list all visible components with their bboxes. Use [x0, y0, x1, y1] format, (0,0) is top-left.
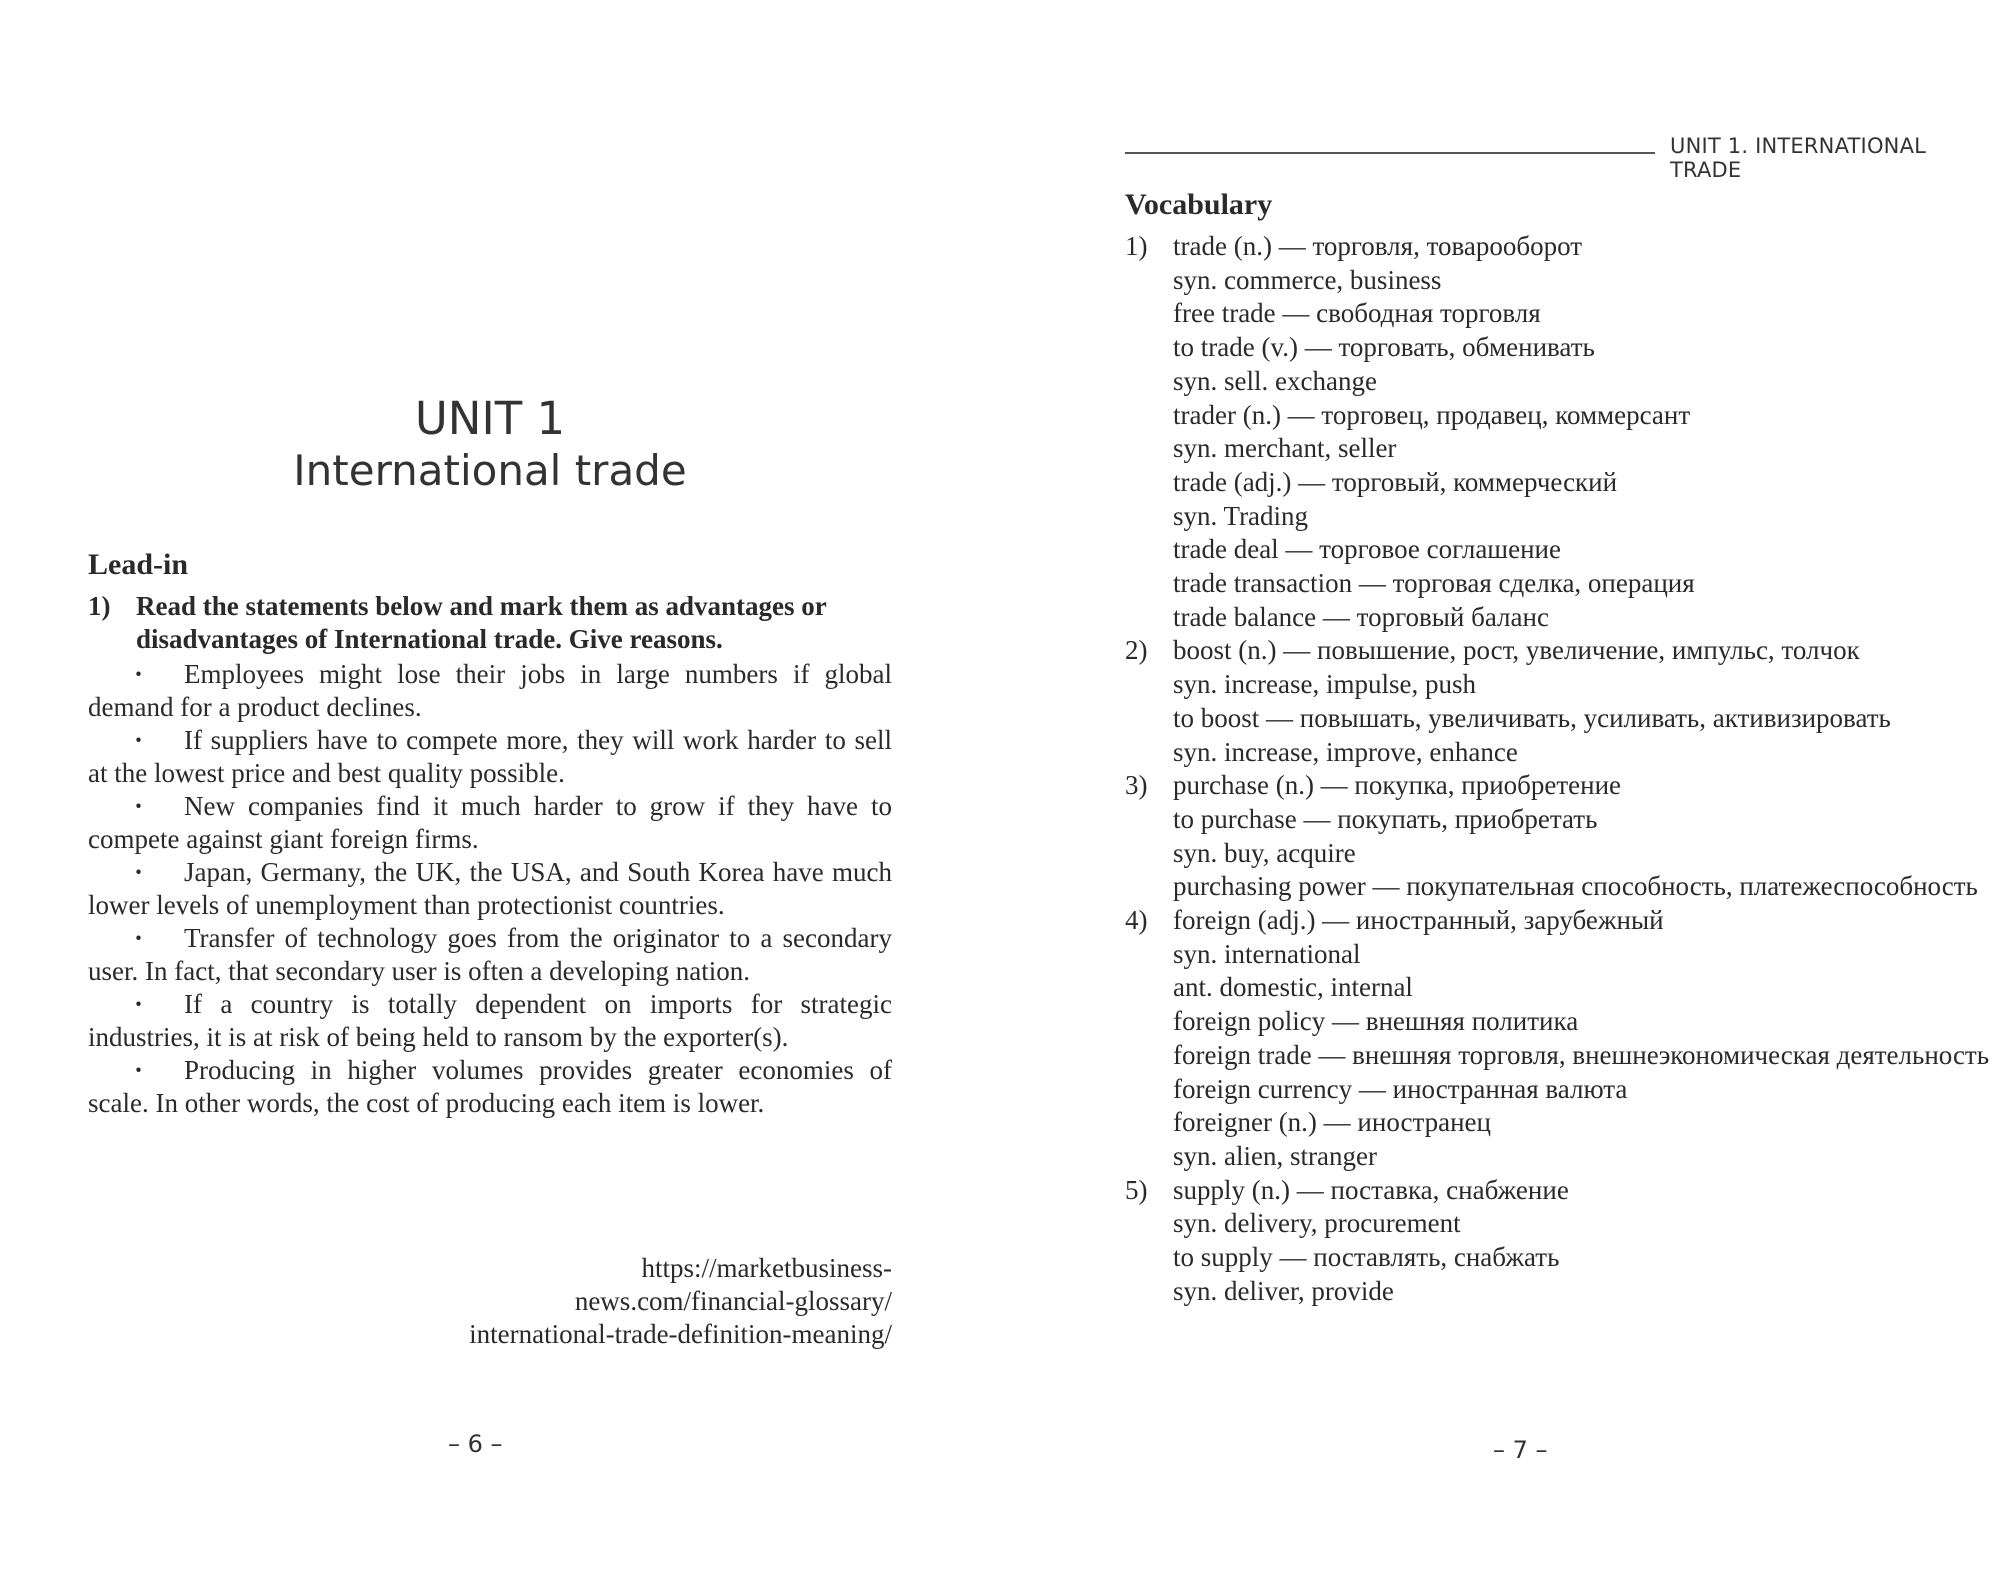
vocab-line: syn. increase, impulse, push — [1173, 669, 1476, 700]
statement-text: Japan, Germany, the UK, the USA, and South Korea have much lower levels of unemployment than protectionist countries. — [88, 857, 892, 920]
statement-item — [88, 1054, 892, 1120]
vocab-line: boost (n.) — повышение, рост, увеличение, импульс, толчок — [1173, 635, 1860, 666]
vocab-line: to boost — повышать, увеличивать, усиливать, активизировать — [1173, 702, 1891, 733]
vocab-entry — [1125, 904, 1990, 1174]
running-header: UNIT 1. INTERNATIONAL TRADE — [1670, 134, 1927, 182]
source-line: international-trade-definition-meaning/ — [469, 1319, 892, 1349]
task-instruction — [88, 590, 892, 656]
statement-item — [88, 658, 892, 724]
vocab-entry-number: 5) — [1125, 1174, 1148, 1205]
statement-item — [88, 922, 892, 988]
vocab-line: syn. buy, acquire — [1173, 837, 1356, 868]
bullet-icon: · — [134, 659, 144, 689]
vocab-line: syn. sell. exchange — [1173, 365, 1377, 396]
vocab-line: trade (n.) — торговля, товарооборот — [1173, 231, 1583, 261]
task-number: 1) — [88, 591, 111, 621]
vocab-line: foreigner (n.) — иностранец — [1173, 1107, 1491, 1138]
vocab-entry — [1125, 230, 1931, 634]
bullet-icon: · — [134, 1055, 144, 1085]
vocab-line: syn. commerce, business — [1173, 264, 1442, 295]
vocab-line: syn. Trading — [1173, 500, 1309, 531]
source-citation — [300, 1252, 892, 1351]
vocab-line: syn. increase, improve, enhance — [1173, 736, 1518, 767]
page-number: – 7 – — [1493, 1436, 1548, 1464]
bullet-icon: · — [134, 923, 144, 953]
vocab-line: trader (n.) — торговец, продавец, коммерсант — [1173, 399, 1691, 430]
statement-text: Producing in higher volumes provides greater economies of scale. In other words, the cost of producing each item is lower. — [88, 1055, 892, 1118]
bullet-icon: · — [134, 857, 144, 887]
task-text: Read the statements below and mark them as advantages or disadvantages of International trade. Give reasons. — [136, 591, 827, 654]
vocabulary-list — [1125, 230, 1990, 1309]
vocab-line: free trade — свободная торговля — [1173, 298, 1541, 329]
bullet-icon: · — [134, 791, 144, 821]
vocab-line: trade transaction — торговая сделка, операция — [1173, 568, 1695, 599]
vocab-line: to purchase — покупать, приобретать — [1173, 803, 1598, 834]
vocab-line: syn. deliver, provide — [1173, 1275, 1394, 1306]
statement-text: New companies find it much harder to grow if they have to compete against giant foreign firms. — [88, 791, 892, 854]
vocab-entry — [1125, 769, 1978, 904]
vocab-line: trade (adj.) — торговый, коммерческий — [1173, 466, 1618, 497]
vocab-entry-number: 2) — [1125, 635, 1148, 666]
statement-text: Employees might lose their jobs in large numbers if global demand for a product declines. — [88, 659, 892, 722]
vocab-line: supply (n.) — поставка, снабжение — [1173, 1174, 1569, 1205]
vocab-line: to supply — поставлять, снабжать — [1173, 1242, 1560, 1273]
statement-item — [88, 988, 892, 1054]
vocab-line: syn. international — [1173, 938, 1361, 969]
unit-number: UNIT 1 — [414, 392, 566, 445]
vocabulary-heading: Vocabulary — [1125, 188, 1273, 221]
vocab-line: trade balance — торговый баланс — [1173, 601, 1549, 632]
statement-item — [88, 724, 892, 790]
vocab-line: syn. alien, stranger — [1173, 1140, 1377, 1171]
source-line: https://marketbusiness- — [641, 1253, 892, 1283]
unit-title: International trade — [293, 446, 687, 495]
statement-item — [88, 790, 892, 856]
vocab-line: syn. merchant, seller — [1173, 433, 1397, 464]
page-number: – 6 – — [448, 1430, 503, 1458]
vocab-line: foreign currency — иностранная валюта — [1173, 1073, 1628, 1104]
statement-text: Transfer of technology goes from the originator to a secondary user. In fact, that secondary user is often a developing nation. — [88, 923, 892, 986]
statement-item — [88, 856, 892, 922]
statement-list — [88, 658, 892, 1120]
vocab-entry-number: 4) — [1125, 905, 1148, 936]
vocab-line: foreign policy — внешняя политика — [1173, 1006, 1579, 1037]
vocab-entry-number: 1) — [1125, 231, 1148, 261]
vocab-line: ant. domestic, internal — [1173, 972, 1413, 1003]
vocab-line: to trade (v.) — торговать, обменивать — [1173, 332, 1595, 363]
vocab-line: syn. delivery, procurement — [1173, 1208, 1461, 1239]
vocab-line: foreign trade — внешняя торговля, внешнеэкономическая деятельность — [1173, 1039, 1990, 1070]
header-rule — [1125, 152, 1655, 154]
bullet-icon: · — [134, 989, 144, 1019]
leadin-heading: Lead-in — [88, 548, 189, 581]
statement-text: If suppliers have to compete more, they will work harder to sell at the lowest price and best quality possible. — [88, 725, 892, 788]
vocab-line: purchasing power — покупательная способность, платежеспособность — [1173, 871, 1978, 902]
vocab-line: purchase (n.) — покупка, приобретение — [1173, 770, 1622, 801]
bullet-icon: · — [134, 725, 144, 755]
source-line: news.com/financial-glossary/ — [574, 1286, 892, 1316]
vocab-entry — [1125, 1174, 1931, 1309]
vocab-line: foreign (adj.) — иностранный, зарубежный — [1173, 905, 1664, 936]
vocab-entry-number: 3) — [1125, 770, 1148, 801]
right-page — [1000, 0, 2000, 1596]
vocab-line: trade deal — торговое соглашение — [1173, 534, 1561, 565]
statement-text: If a country is totally dependent on imports for strategic industries, it is at risk of being held to ransom by the exporter(s). — [88, 989, 892, 1052]
vocab-entry — [1125, 634, 1931, 769]
